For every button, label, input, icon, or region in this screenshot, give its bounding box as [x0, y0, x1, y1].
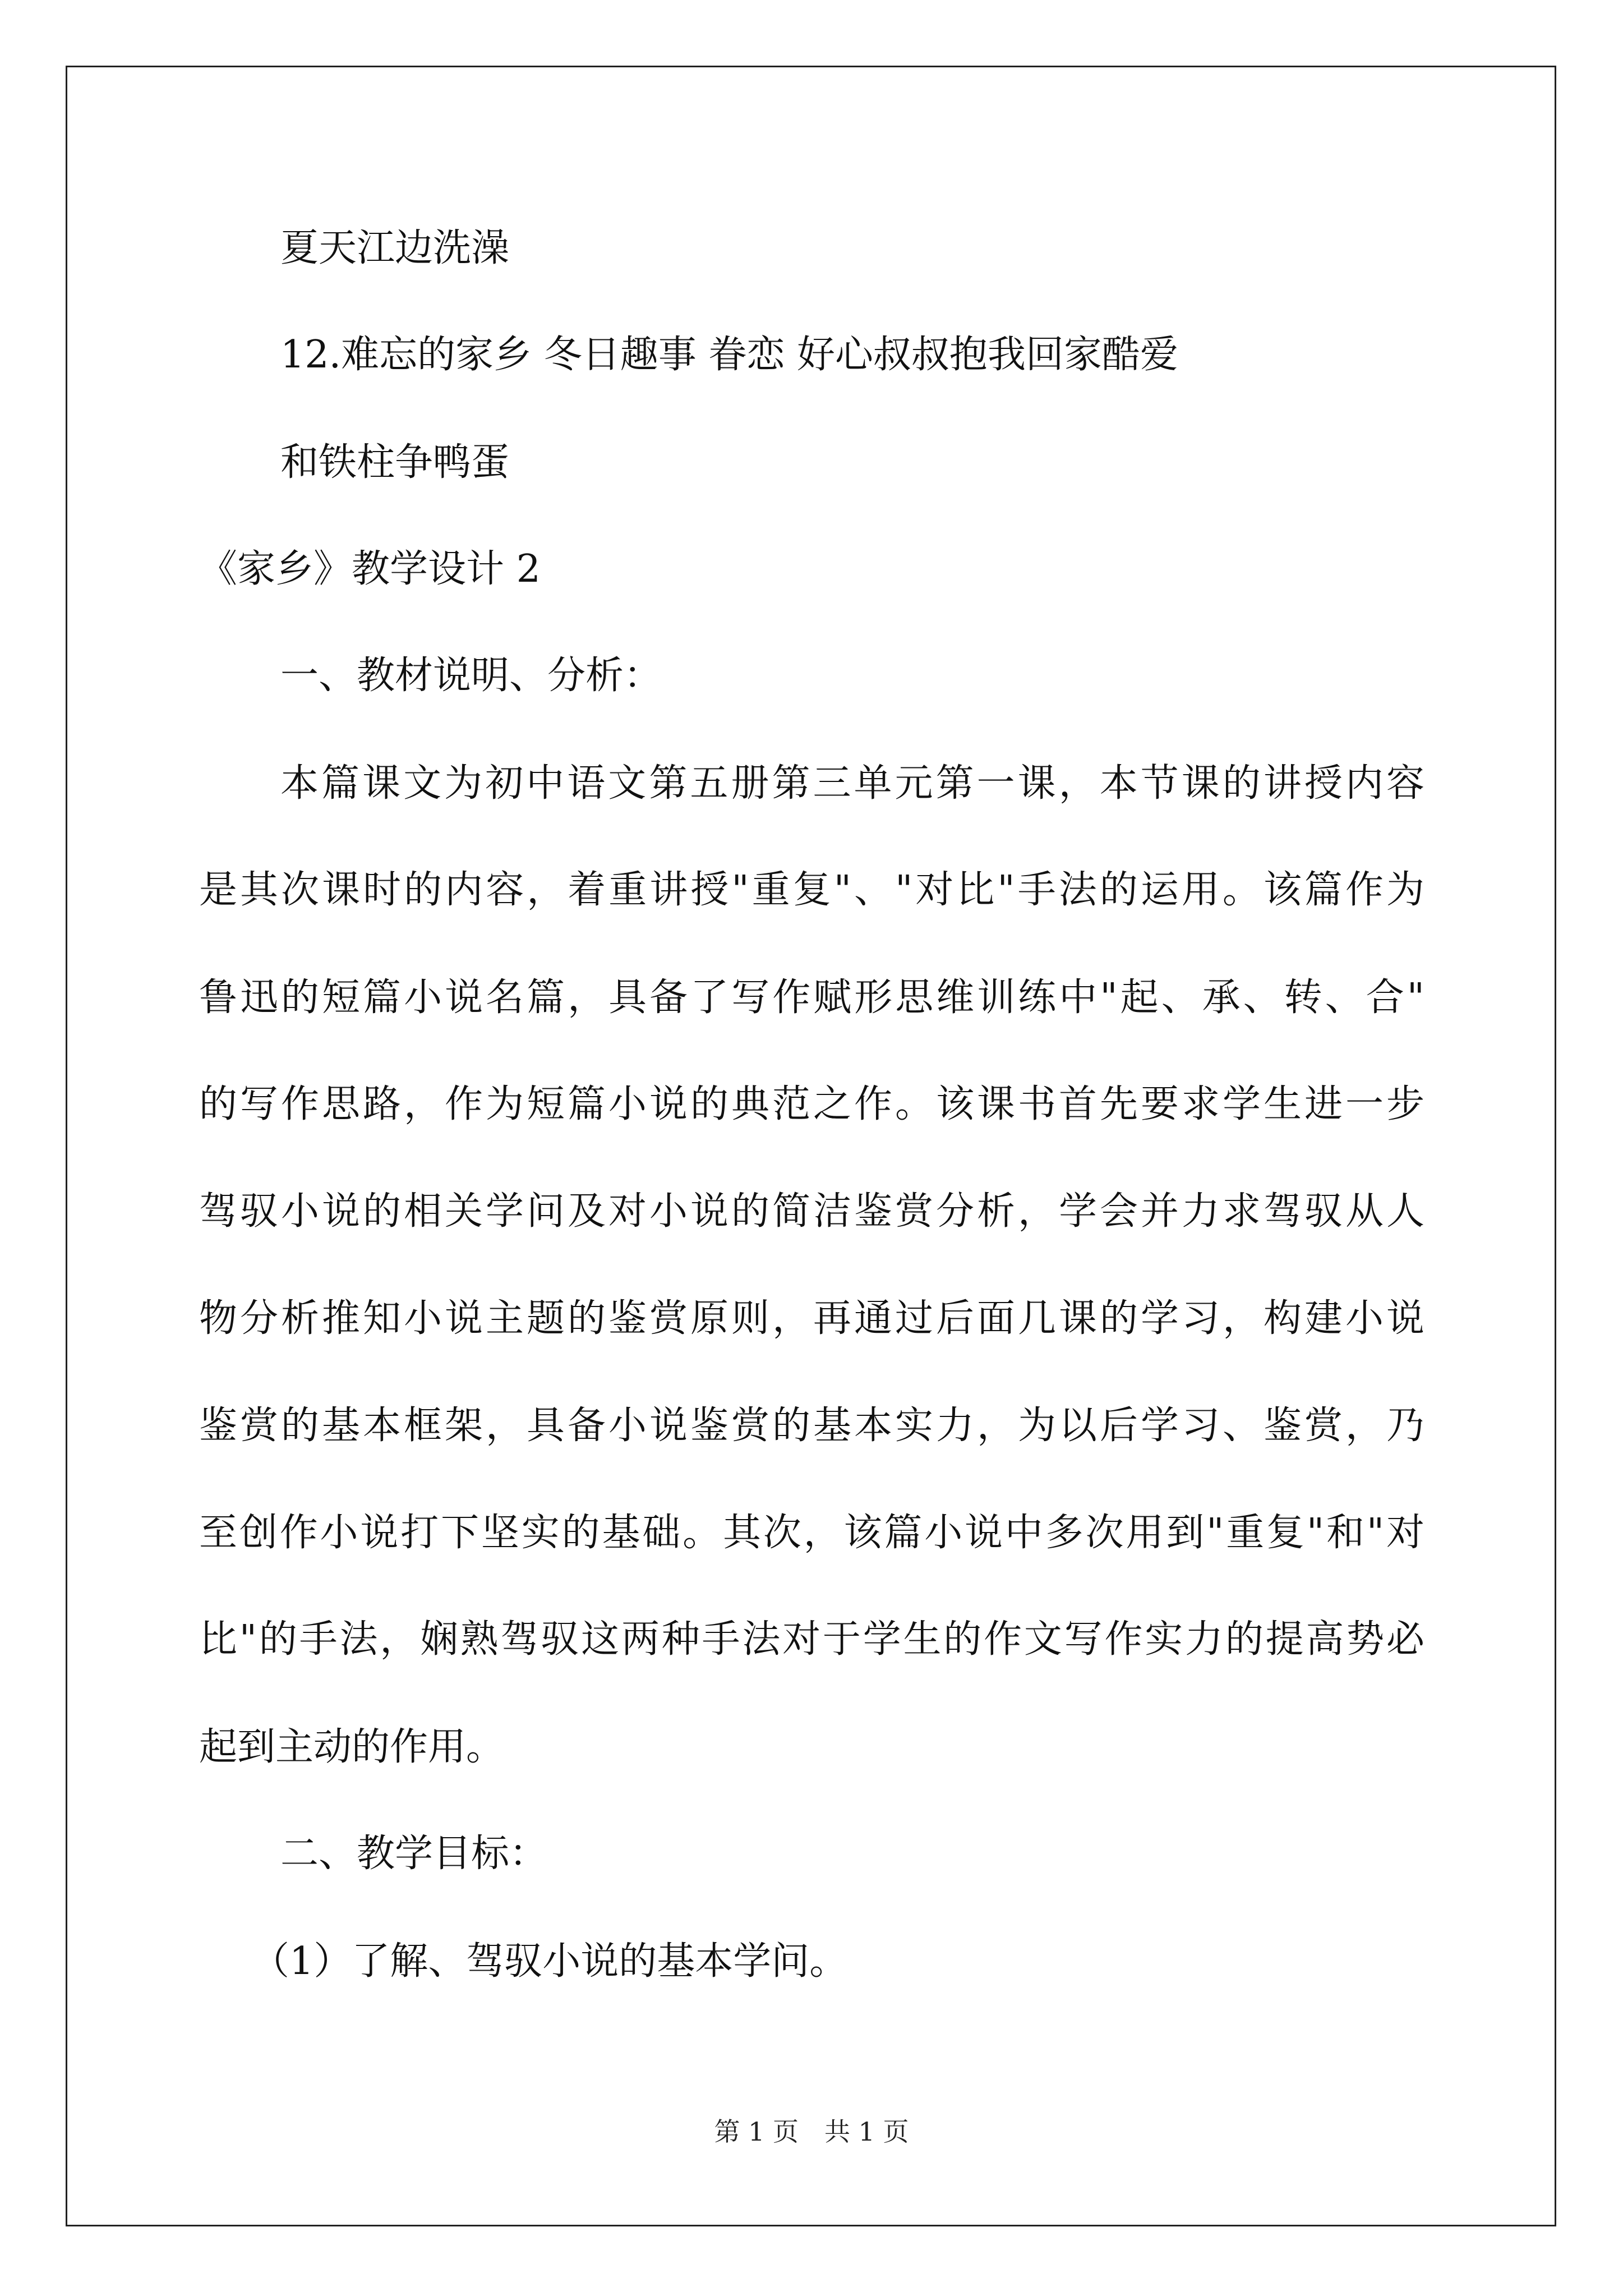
text-line-2: 12.难忘的家乡 冬日趣事 眷恋 好心叔叔抱我回家酷爱	[280, 333, 1178, 377]
paragraph-line-1: 本篇课文为初中语文第五册第三单元第一课，本节课的讲授内容	[280, 761, 1424, 806]
section-title: 《家乡》教学设计 2	[199, 547, 541, 591]
paragraph-line-8: 至创作小说打下坚实的基础。其次，该篇小说中多次用到"重复"和"对	[199, 1511, 1424, 1555]
page-footer: 第 1 页 共 1 页	[714, 2116, 909, 2147]
paragraph-line-6: 物分析推知小说主题的鉴赏原则，再通过后面几课的学习，构建小说	[199, 1296, 1424, 1341]
paragraph-line-4: 的写作思路，作为短篇小说的典范之作。该课书首先要求学生进一步	[199, 1082, 1424, 1126]
text-line-3: 和铁柱争鸭蛋	[280, 440, 510, 485]
paragraph-line-5: 驾驭小说的相关学问及对小说的简洁鉴赏分析，学会并力求驾驭从人	[199, 1189, 1424, 1234]
paragraph-line-2: 是其次课时的内容，着重讲授"重复"、"对比"手法的运用。该篇作为	[199, 868, 1424, 912]
paragraph-line-9: 比"的手法，娴熟驾驭这两种手法对于学生的作文写作实力的提高势必	[199, 1617, 1424, 1662]
heading-teaching-goals: 二、教学目标：	[280, 1832, 548, 1876]
paragraph-line-3: 鲁迅的短篇小说名篇，具备了写作赋形思维训练中"起、承、转、合"	[199, 976, 1424, 1020]
paragraph-line-7: 鉴赏的基本框架，具备小说鉴赏的基本实力，为以后学习、鉴赏，乃	[199, 1404, 1424, 1448]
text-line-1: 夏天江边洗澡	[280, 226, 510, 270]
page-border	[66, 66, 1556, 2226]
heading-materials-analysis: 一、教材说明、分析：	[280, 654, 662, 698]
goal-item-1: （1）了解、驾驭小说的基本学问。	[251, 1939, 848, 1984]
paragraph-line-10: 起到主动的作用。	[199, 1725, 505, 1769]
